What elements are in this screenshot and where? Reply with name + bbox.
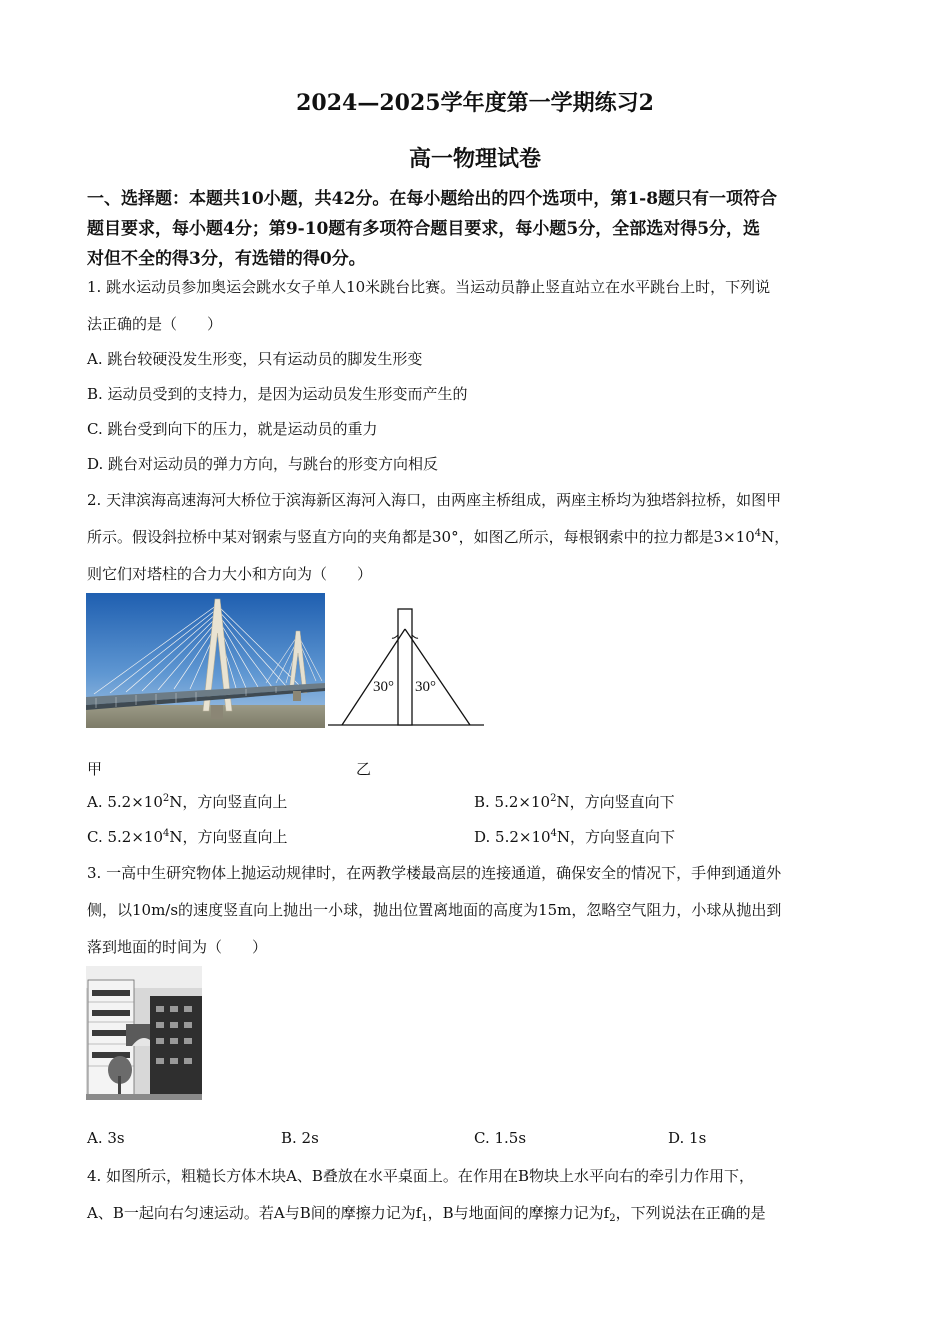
q4-stem-line-1: 4. 如图所示，粗糙长方体木块A、B叠放在水平桌面上。在作用在B物块上水平向右的牵引力作用下， <box>87 1167 754 1185</box>
q1-option-a: A. 跳台较硬没发生形变，只有运动员的脚发生形变 <box>87 350 423 368</box>
q3-option-a: A. 3s <box>87 1129 125 1147</box>
exam-title: 2024—2025学年度第一学期练习2 <box>296 90 654 116</box>
figure-caption-yi: 乙 <box>356 760 372 778</box>
cable-angle-diagram <box>328 605 488 727</box>
q1-option-c: C. 跳台受到向下的压力，就是运动员的重力 <box>87 420 378 438</box>
left-cable <box>342 629 405 725</box>
q2-option-c: C. $5.2\times 10^4N$，方向竖直向上 <box>87 828 288 846</box>
q3-stem-line-3: 落到地面的时间为（ ） <box>87 938 268 956</box>
section-instructions-line-1: 一、选择题：本题共10小题，共42分。在每小题给出的四个选项中，第1-8题只有一项符合 <box>87 189 778 209</box>
q2-stem-line-1: 2. 天津滨海高速海河大桥位于滨海新区海河入海口，由两座主桥组成，两座主桥均为独塔斜拉桥，如图甲 <box>87 491 782 509</box>
exam-subtitle: 高一物理试卷 <box>408 146 541 172</box>
bridge-photo <box>86 593 325 728</box>
right-angle-label: 30° <box>415 679 436 695</box>
q2-stem-line-3: 则它们对塔柱的合力大小和方向为（ ） <box>87 565 373 583</box>
section-instructions-line-3: 对但不全的得3分，有选错的得0分。 <box>87 249 366 269</box>
q3-option-d: D. 1s <box>668 1129 707 1147</box>
building-photo <box>86 966 202 1100</box>
q2-option-d: D. $5.2\times 10^4N$，方向竖直向下 <box>474 828 676 846</box>
q3-option-b: B. 2s <box>281 1129 319 1147</box>
figure-caption-jia: 甲 <box>87 760 103 778</box>
q3-stem-line-1: 3. 一高中生研究物体上抛运动规律时，在两教学楼最高层的连接通道，确保安全的情况下，手伸到通道外 <box>87 864 782 882</box>
section-instructions-line-2: 题目要求，每小题4分；第9-10题有多项符合题目要求，每小题5分，全部选对得5分，选 <box>87 219 761 239</box>
q2-stem-line-2: 所示。假设斜拉桥中某对钢索与竖直方向的夹角都是30°，如图乙所示，每根钢索中的拉力都是$3\times 10^4N$， <box>87 528 790 546</box>
q1-stem-line-1: 1. 跳水运动员参加奥运会跳水女子单人10米跳台比赛。当运动员静止竖直站立在水平跳台上时，下列说 <box>87 278 771 296</box>
q4-stem-line-2: A、B一起向右匀速运动。若A与B间的摩擦力记为$f_1$，B与地面间的摩擦力记为$f_2$，下列说法在正确的是 <box>87 1204 766 1224</box>
q2-option-a: A. $5.2\times 10^2N$，方向竖直向上 <box>87 793 288 811</box>
q3-stem-line-2: 侧，以10m/s的速度竖直向上抛出一小球，抛出位置离地面的高度为15m，忽略空气阻力，小球从抛出到 <box>87 901 782 919</box>
tower-pillar <box>398 609 412 725</box>
left-angle-label: 30° <box>373 679 394 695</box>
q1-option-b: B. 运动员受到的支持力，是因为运动员发生形变而产生的 <box>87 385 468 403</box>
q3-option-c: C. 1.5s <box>474 1129 527 1147</box>
q1-option-d: D. 跳台对运动员的弹力方向，与跳台的形变方向相反 <box>87 455 439 473</box>
q1-stem-line-2: 法正确的是（ ） <box>87 315 223 333</box>
right-cable <box>405 629 470 725</box>
q2-option-b: B. $5.2\times 10^2N$，方向竖直向下 <box>474 793 675 811</box>
